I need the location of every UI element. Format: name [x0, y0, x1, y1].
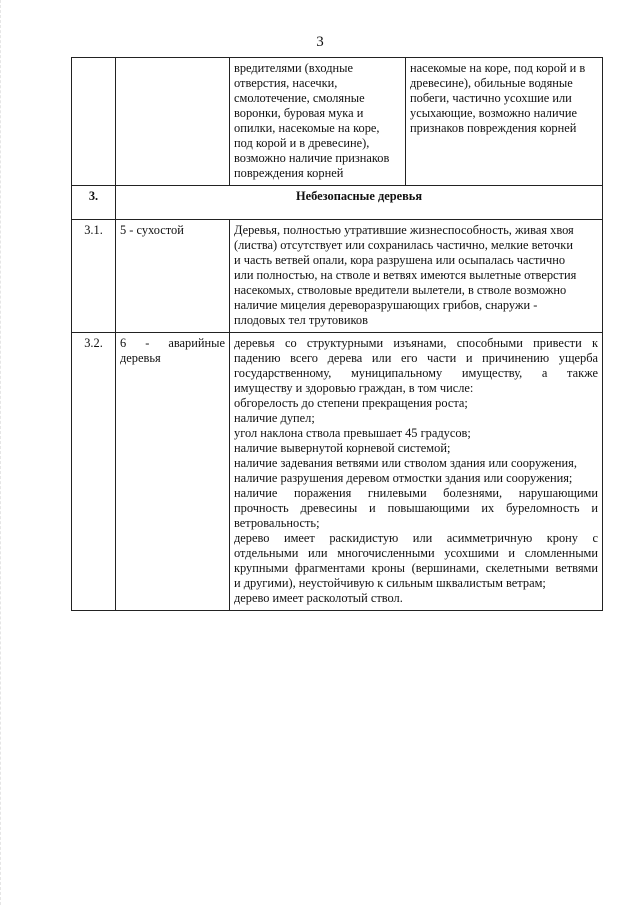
text-line: воронки, буровая мука и	[234, 106, 364, 120]
text-line: смолотечение, смоляные	[234, 91, 365, 105]
category-code: 6	[120, 336, 127, 350]
category-dash: -	[145, 336, 150, 350]
text-line: деревья со структурными изъянами, способными привести к	[234, 336, 598, 350]
section-title: Небезопасные деревья	[116, 186, 603, 220]
text-line: опилки, насекомые на коре,	[234, 121, 380, 135]
text-line: под корой и в древесине),	[234, 136, 370, 150]
table-row	[72, 220, 603, 333]
text-line: дерево имеет расколотый ствол.	[234, 591, 403, 605]
text-line: обгорелость до степени прекращения роста;	[234, 396, 468, 410]
text-line: (листва) отсутствует или сохранилась частично, мелкие веточки	[234, 238, 573, 252]
text-line: наличие поражения гнилевыми болезнями, нарушающими	[234, 486, 598, 500]
text-line: вредителями (входные	[234, 61, 353, 75]
description-cell	[230, 333, 603, 611]
text-line: имуществу и здоровью граждан, в том числе:	[234, 381, 474, 395]
text-line: повреждения корней	[234, 166, 344, 180]
row-number-cell: 3.1.	[72, 220, 116, 333]
row-number-cell	[72, 58, 116, 186]
text-line: побеги, частично усохшие или	[410, 91, 572, 105]
scan-margin-mark	[0, 0, 5, 905]
text-line: наличие вывернутой корневой системой;	[234, 441, 451, 455]
category-cell	[116, 333, 230, 611]
signs-cell	[230, 58, 406, 186]
category-cell: 5 - сухостой	[116, 220, 230, 333]
section-header-row	[72, 186, 603, 220]
text-line: насекомые на коре, под корой и в	[410, 61, 586, 75]
category-first-line	[120, 336, 225, 351]
text-line: наличие дупел;	[234, 411, 315, 425]
section-number: 3.	[72, 186, 116, 220]
text-line: наличие задевания ветвями или стволом здания или сооружения,	[234, 456, 577, 470]
text-line: дерево имеет раскидистую или асимметричную крону с	[234, 531, 598, 545]
category-cell	[116, 58, 230, 186]
text-line: и часть ветвей опали, кора разрушена или осыпалась частично	[234, 253, 566, 267]
text-line: насекомых, стволовые вредители вылетели, в стволе возможно	[234, 283, 567, 297]
text-line: наличие разрушения деревом отмостки здания или сооружения;	[234, 471, 573, 485]
table-row	[72, 58, 603, 186]
text-line: усыхающие, возможно наличие	[410, 106, 577, 120]
text-line: признаков повреждения корней	[410, 121, 577, 135]
text-line: древесине), обильные водяные	[410, 76, 573, 90]
page-number: 3	[316, 34, 324, 50]
description-cell	[230, 220, 603, 333]
table-row	[72, 333, 603, 611]
row-number-cell: 3.2.	[72, 333, 116, 611]
text-line: отверстия, насечки,	[234, 76, 338, 90]
text-line: или полностью, на стволе и ветвях имеются вылетные отверстия	[234, 268, 577, 282]
text-line: государственному, муниципальному имуществу, а также	[234, 366, 598, 380]
category-word: аварийные	[168, 336, 225, 350]
text-line: падению всего дерева или его части и причинению ущерба	[234, 351, 598, 365]
text-line: возможно наличие признаков	[234, 151, 390, 165]
text-line: и другими), неустойчивую к сильным шквалистым ветрам;	[234, 576, 546, 590]
text-line: угол наклона ствола превышает 45 градусов;	[234, 426, 471, 440]
text-line: ветровальность;	[234, 516, 320, 530]
text-line: наличие мицелия дереворазрушающих грибов, снаружи -	[234, 298, 538, 312]
text-line: крупными фрагментами кроны (вершинами, скелетными ветвями	[234, 561, 598, 575]
text-line: отдельными или многочисленными усохшими и сломленными	[234, 546, 598, 560]
text-line: Деревья, полностью утратившие жизнеспособность, живая хвоя	[234, 223, 574, 237]
text-line: плодовых тел трутовиков	[234, 313, 368, 327]
category-second-line: деревья	[120, 351, 161, 365]
criteria-table	[71, 57, 603, 611]
text-line: прочность древесины и повышающими их буреломность и	[234, 501, 598, 515]
additional-signs-cell	[406, 58, 603, 186]
